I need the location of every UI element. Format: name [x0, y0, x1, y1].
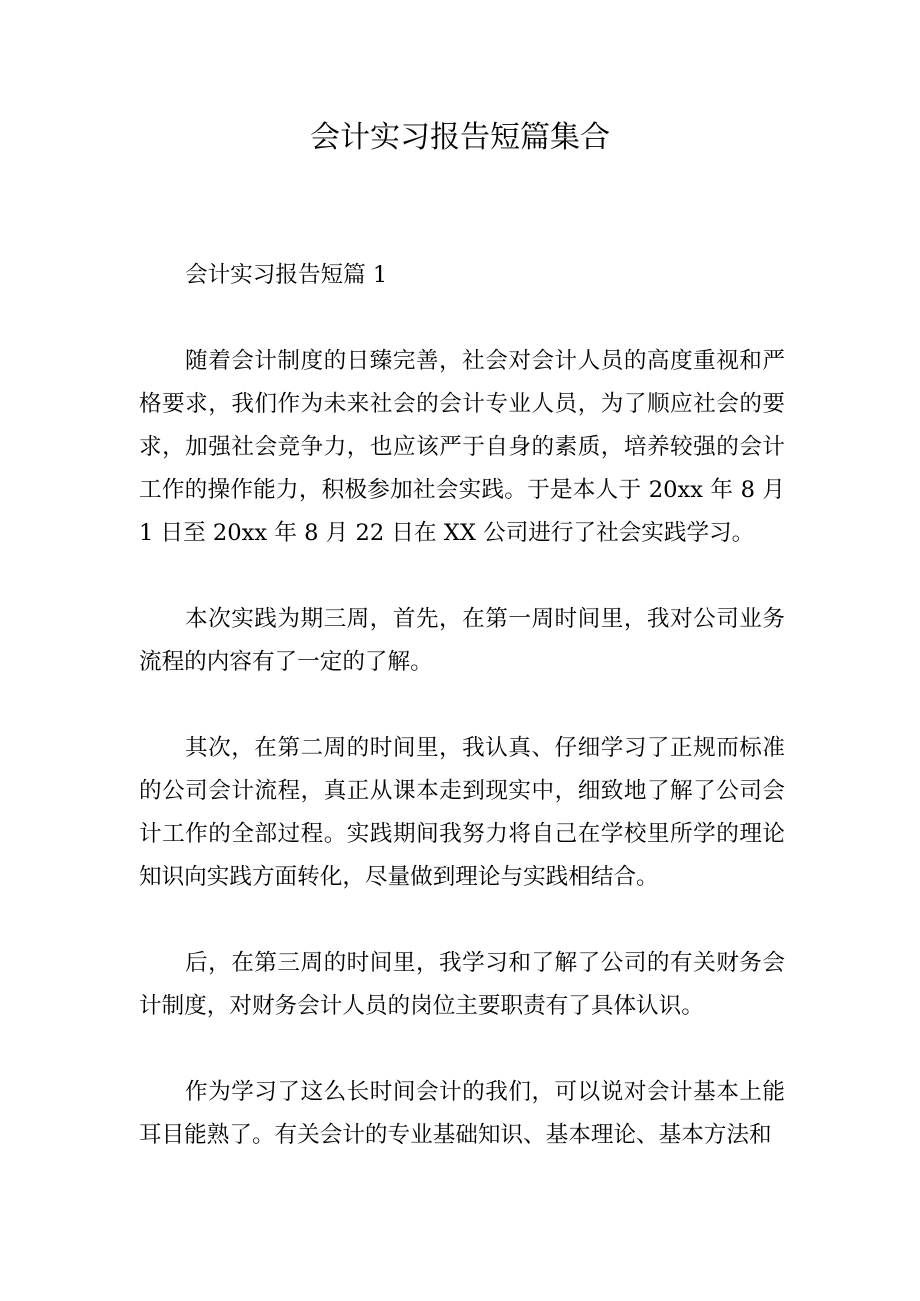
- paragraph-2: 本次实践为期三周，首先，在第一周时间里，我对公司业务流程的内容有了一定的了解。: [139, 606, 785, 675]
- paragraph-4: 后，在第三周的时间里，我学习和了解了公司的有关财务会计制度，对财务会计人员的岗位主要职责有了具体认识。: [139, 950, 785, 1019]
- paragraph-1: 随着会计制度的日臻完善，社会对会计人员的高度重视和严格要求，我们作为未来社会的会计专业人员，为了顺应社会的要求，加强社会竞争力，也应该严于自身的素质，培养较强的会计工作的操作能力，积极参加社会实践。于是本人于 20xx 年 8 月 1 日至 20xx 年 8 月 22 日在 XX 公司进行了社会实践学习。: [139, 348, 785, 546]
- section-heading: 会计实习报告短篇 1: [185, 262, 388, 288]
- paragraph-3: 其次，在第二周的时间里，我认真、仔细学习了正规而标准的公司会计流程，真正从课本走到现实中，细致地了解了公司会计工作的全部过程。实践期间我努力将自己在学校里所学的理论知识向实践方面转化，尽量做到理论与实践相结合。: [139, 735, 785, 890]
- document-title: 会计实习报告短篇集合: [310, 120, 610, 155]
- paragraph-5: 作为学习了这么长时间会计的我们，可以说对会计基本上能耳目能熟了。有关会计的专业基础知识、基本理论、基本方法和: [139, 1079, 785, 1148]
